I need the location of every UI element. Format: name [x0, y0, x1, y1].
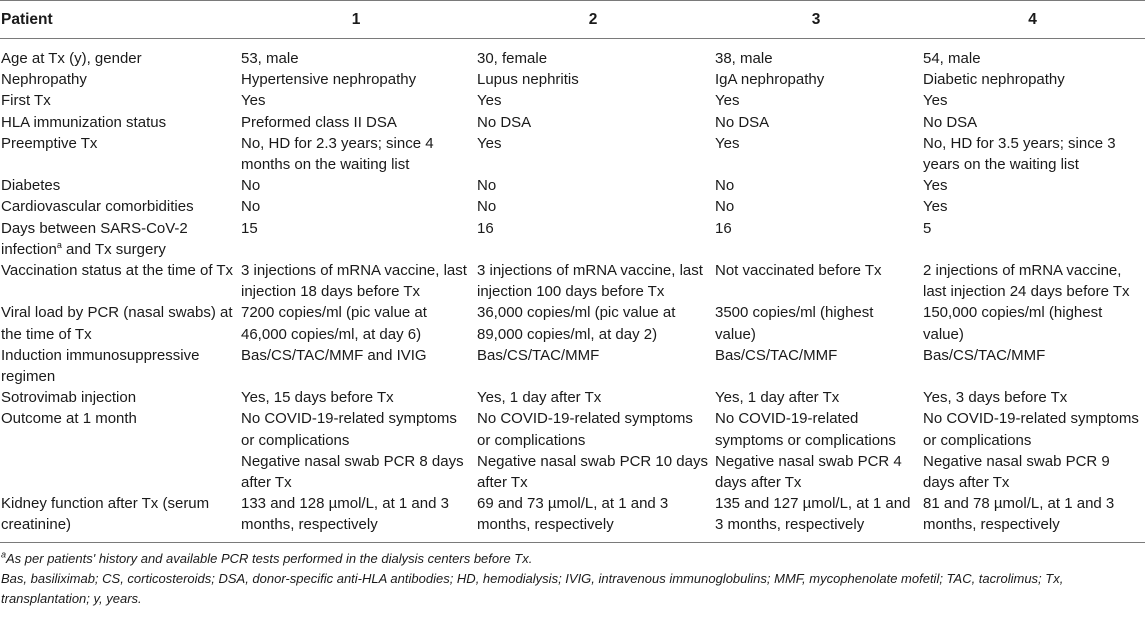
table-row [0, 69, 1145, 90]
cell-patient-1: 53, male [241, 50, 299, 67]
cell-line: No COVID-19-related symptoms or complications [477, 410, 693, 449]
footnote-a-text: As per patients' history and available PCR tests performed in the dialysis centers before Tx. [6, 550, 533, 566]
cell-patient-1: No [241, 177, 261, 195]
cell-patient-1: No, HD for 2.3 years; since 4 months on the waiting list [241, 134, 434, 174]
cell-patient-2: Yes, 1 day after Tx [477, 389, 602, 407]
cell-patient-2: 3 injections of mRNA vaccine, last injection 100 days before Tx [477, 262, 703, 301]
table-row [0, 196, 1145, 217]
table-row [0, 387, 1145, 408]
cell-line: No COVID-19-related symptoms or complications [241, 410, 457, 449]
header-patient-1: 1 [238, 1, 474, 39]
cell-patient-4: 81 and 78 µmol/L, at 1 and 3 months, respectively [923, 495, 1115, 534]
cell-line: No COVID-19-related symptoms or complications [923, 410, 1139, 449]
cell-patient-1: Yes, 15 days before Tx [241, 389, 394, 407]
cell-patient-3: No DSA [715, 113, 770, 131]
table-header [0, 1, 1145, 39]
cell-patient-3: No [715, 177, 735, 195]
row-label: Nephropathy [1, 71, 87, 89]
cell-patient-2: No [477, 198, 497, 216]
table-row [0, 39, 1145, 70]
table-row [0, 218, 1145, 260]
cell-patient-3: Yes, 1 day after Tx [715, 389, 840, 407]
cell-patient-1: 3 injections of mRNA vaccine, last injection 18 days before Tx [241, 262, 467, 301]
cell-line: Negative nasal swab PCR 9 days after Tx [923, 452, 1110, 492]
cell-patient-3 [712, 408, 920, 493]
cell-patient-1: Hypertensive nephropathy [241, 71, 417, 89]
cell-patient-2: Yes [477, 134, 502, 152]
row-label: Age at Tx (y), gender [1, 50, 142, 67]
cell-patient-4: Yes, 3 days before Tx [923, 389, 1068, 407]
row-label: Diabetes [1, 177, 61, 195]
row-label: Cardiovascular comorbidities [1, 198, 194, 216]
cell-patient-4: Yes [923, 177, 948, 195]
table-row [0, 90, 1145, 111]
cell-patient-4 [920, 408, 1145, 493]
cell-patient-3: Not vaccinated before Tx [715, 262, 882, 280]
cell-patient-2: Lupus nephritis [477, 71, 579, 89]
row-label: Kidney function after Tx (serum creatinine) [1, 495, 210, 534]
cell-line: Negative nasal swab PCR 8 days after Tx [241, 452, 464, 492]
cell-patient-4: No DSA [923, 113, 978, 131]
table-row [0, 493, 1145, 541]
row-label: Sotrovimab injection [1, 389, 137, 407]
cell-patient-2: 16 [477, 219, 494, 237]
header-patient-2: 2 [474, 1, 712, 39]
table-row [0, 408, 1145, 493]
cell-patient-4: No, HD for 3.5 years; since 3 years on the waiting list [923, 134, 1116, 174]
footnote-marker: a [56, 239, 62, 250]
row-label: Viral load by PCR (nasal swabs) at the time of Tx [1, 304, 233, 343]
footnote-a-marker: a [1, 549, 7, 560]
cell-patient-1: 7200 copies/ml (pic value at 46,000 copies/ml, at day 6) [241, 304, 427, 343]
cell-patient-2: Bas/CS/TAC/MMF [477, 346, 600, 364]
header-row [0, 1, 1145, 39]
cell-patient-3: IgA nephropathy [715, 71, 825, 89]
row-label [0, 218, 238, 260]
row-label-text: and Tx surgery [61, 240, 166, 258]
cell-patient-4: Yes [923, 92, 948, 110]
cell-patient-4: Yes [923, 198, 948, 216]
cell-patient-4: Bas/CS/TAC/MMF [923, 346, 1046, 364]
cell-patient-4: 2 injections of mRNA vaccine, last injection 24 days before Tx [923, 262, 1130, 301]
cell-patient-2: No DSA [477, 113, 532, 131]
cell-patient-3: No [715, 198, 735, 216]
cell-patient-2: 36,000 copies/ml (pic value at 89,000 copies/ml, at day 2) [477, 304, 676, 343]
cell-patient-4: Diabetic nephropathy [923, 71, 1065, 89]
cell-patient-2: 69 and 73 µmol/L, at 1 and 3 months, respectively [477, 495, 669, 534]
cell-patient-1 [238, 408, 474, 493]
table-row [0, 133, 1145, 175]
cell-patient-3: Bas/CS/TAC/MMF [715, 346, 838, 364]
cell-patient-1: Yes [241, 92, 266, 110]
cell-line: Negative nasal swab PCR 4 days after Tx [715, 452, 902, 492]
row-label: HLA immunization status [1, 113, 167, 131]
header-patient-3: 3 [712, 1, 920, 39]
cell-patient-3: Yes [715, 134, 740, 152]
cell-line: No COVID-19-related symptoms or complications [715, 410, 896, 449]
row-label: First Tx [1, 92, 51, 110]
header-patient-label: Patient [0, 1, 238, 39]
cell-patient-2 [474, 408, 712, 493]
table-footnotes [0, 543, 1145, 609]
cell-patient-4: 5 [923, 219, 932, 237]
cell-patient-2: 30, female [477, 50, 548, 67]
cell-patient-3: Yes [715, 92, 740, 110]
table-row [0, 175, 1145, 196]
header-patient-4: 4 [920, 1, 1145, 39]
row-label: Induction immunosuppressive regimen [1, 346, 200, 386]
row-label-text: Days between SARS-CoV-2 infection [1, 219, 188, 258]
cell-patient-1: 133 and 128 µmol/L, at 1 and 3 months, respectively [241, 495, 449, 534]
cell-patient-1: No [241, 198, 261, 216]
row-label: Vaccination status at the time of Tx [1, 262, 234, 280]
cell-patient-4: 54, male [923, 50, 981, 67]
cell-patient-3: 135 and 127 µmol/L, at 1 and 3 months, respectively [715, 495, 911, 534]
table-row [0, 302, 1145, 344]
cell-patient-1: Bas/CS/TAC/MMF and IVIG [241, 346, 427, 364]
cell-patient-2: Yes [477, 92, 502, 110]
table-row [0, 112, 1145, 133]
footnote-abbreviations: Bas, basiliximab; CS, corticosteroids; DSA, donor-specific anti-HLA antibodies; HD, hemodialysis; IVIG, intravenous immunoglobulins; MMF, mycophenolate mofetil; TAC, tacrolimus; Tx, transplantation; y, years. [1, 570, 1064, 606]
row-label: Preemptive Tx [1, 134, 98, 152]
cell-patient-1: Preformed class II DSA [241, 113, 397, 131]
cell-patient-3: 16 [715, 219, 732, 237]
cell-patient-2: No [477, 177, 497, 195]
table-row [0, 345, 1145, 387]
cell-patient-3: 38, male [715, 50, 773, 67]
table-row [0, 260, 1145, 302]
cell-patient-4: 150,000 copies/ml (highest value) [923, 304, 1103, 343]
row-label: Outcome at 1 month [1, 410, 137, 428]
cell-patient-3: 3500 copies/ml (highest value) [715, 304, 874, 343]
table-body [0, 39, 1145, 542]
cell-patient-1: 15 [241, 219, 258, 237]
cell-line: Negative nasal swab PCR 10 days after Tx [477, 452, 708, 492]
footnote-a [1, 549, 1145, 569]
